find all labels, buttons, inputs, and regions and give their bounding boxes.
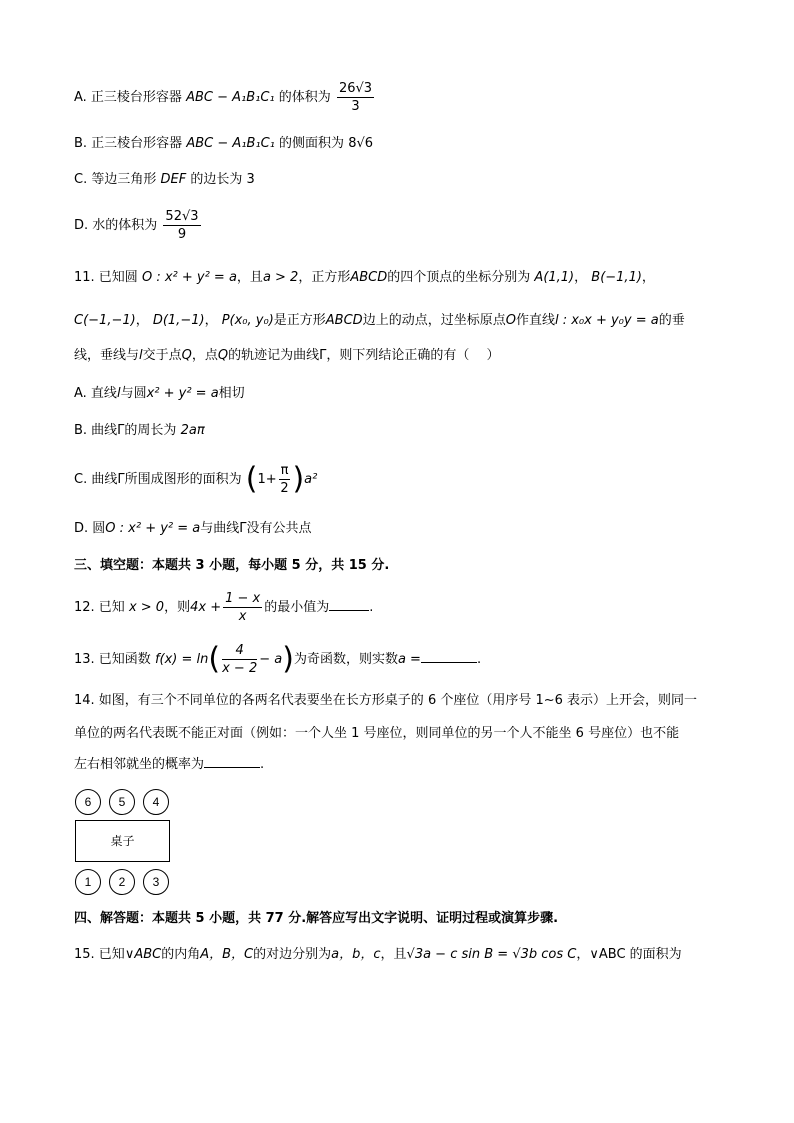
answer-blank[interactable]	[204, 755, 260, 768]
denominator: 2	[280, 481, 289, 496]
math: 1+	[257, 472, 277, 487]
denominator: 3	[351, 99, 360, 114]
text: 13. 已知函数	[74, 652, 151, 667]
numerator: 52√3	[165, 209, 199, 224]
text: 相切	[218, 386, 245, 401]
text: .	[476, 652, 482, 667]
text: C. 等边三角形	[74, 172, 157, 187]
math: A，B，C	[200, 947, 254, 962]
q11-line-2: C(−1,−1)， D(1,−1)， P(x₀, y₀)是正方形ABCD边上的动点，过坐标原点O作直线l : x₀x + y₀y = a的垂	[74, 313, 685, 328]
text: .	[260, 757, 265, 772]
text: D. 水的体积为	[74, 218, 158, 233]
text: ，则	[164, 600, 191, 615]
q14-line-2: 单位的两名代表既不能正对面（例如：一个人坐 1 号座位，则同单位的另一个人不能坐 6 号座位）也不能	[74, 726, 680, 741]
numerator: 1 − x	[225, 591, 261, 606]
math: ABC − A₁B₁C₁	[186, 136, 275, 151]
math: 4x +	[190, 600, 222, 615]
answer-blank[interactable]	[329, 598, 369, 611]
text: 的四个顶点的坐标分别为	[387, 270, 531, 285]
fraction	[279, 462, 291, 497]
q12	[74, 590, 373, 625]
q10-option-c	[74, 170, 255, 190]
math: a > 2	[262, 270, 299, 285]
math: Q	[217, 348, 229, 363]
math: l	[116, 386, 121, 401]
text: 是正方形	[273, 313, 326, 328]
q14-line-3	[74, 755, 264, 775]
fraction	[163, 208, 200, 243]
math: A(1,1)	[534, 270, 575, 285]
text: B. 曲线Γ的周长为	[74, 423, 177, 438]
math: ∨ABC	[124, 947, 162, 962]
text: 边上的动点，过坐标原点	[362, 313, 506, 328]
paren-open: (	[208, 641, 221, 677]
text: ，点	[191, 348, 218, 363]
math: D(1,−1)	[152, 313, 205, 328]
math: C(−1,−1)	[74, 313, 136, 328]
text: 的对边分别为	[253, 947, 332, 962]
numerator: π	[280, 463, 289, 478]
q11-option-b	[74, 421, 205, 441]
q10-option-a	[74, 80, 376, 115]
q14-line-1: 14. 如图，有三个不同单位的各两名代表要坐在长方形桌子的 6 个座位（用序号 1~6 表示）上开会，则同一	[74, 693, 698, 708]
text: A. 直线	[74, 386, 117, 401]
q10-option-d	[74, 208, 203, 243]
text: 的垂	[658, 313, 685, 328]
math: l : x₀x + y₀y = a	[554, 313, 659, 328]
q13	[74, 642, 481, 677]
text: C. 曲线Γ所围成图形的面积为	[74, 472, 242, 487]
q10-option-b	[74, 134, 373, 154]
math: 2aπ	[180, 423, 205, 438]
seat-2: 2	[109, 869, 135, 895]
denominator: 9	[177, 227, 187, 242]
section-3-heading: 三、填空题：本题共 3 小题，每小题 5 分，共 15 分.	[74, 558, 390, 573]
paren-close: )	[292, 461, 305, 497]
text: D. 圆	[74, 521, 106, 536]
text: 与曲线Γ没有公共点	[200, 521, 312, 536]
math: O	[505, 313, 516, 328]
numerator: 26√3	[338, 81, 373, 96]
text: ，∨ABC 的面积为	[576, 947, 682, 962]
math: a，b，c	[331, 947, 381, 962]
math: a²	[304, 472, 318, 487]
math: x > 0	[128, 600, 165, 615]
paren-open: (	[245, 461, 258, 497]
text: 的侧面积为	[279, 136, 345, 151]
answer-blank[interactable]	[421, 650, 477, 663]
text: ，正方形	[298, 270, 351, 285]
math: − a	[259, 652, 283, 667]
q11-line-3	[74, 346, 500, 366]
q11-option-d	[74, 519, 312, 539]
text: 左右相邻就坐的概率为	[74, 757, 205, 772]
text: 的边长为 3	[190, 172, 255, 187]
table-box: 桌子	[75, 820, 170, 862]
math: ABC − A₁B₁C₁	[186, 90, 275, 105]
text: 11. 已知圆	[74, 270, 138, 285]
math: 8√6	[348, 136, 374, 151]
paren-close: )	[282, 641, 294, 677]
math: DEF	[160, 172, 187, 187]
seat-4: 4	[143, 789, 169, 815]
math: ABCD	[350, 270, 388, 285]
text: ，且	[236, 270, 263, 285]
text: 线，垂线与	[74, 348, 140, 363]
math: l	[139, 348, 143, 363]
text: 15. 已知	[74, 947, 125, 962]
text: 的最小值为	[264, 600, 330, 615]
math: P(x₀, y₀)	[221, 313, 274, 328]
fraction	[337, 80, 374, 115]
text: 12. 已知	[74, 600, 125, 615]
seat-3: 3	[143, 869, 169, 895]
denominator: x − 2	[222, 661, 258, 676]
text: B. 正三棱台形容器	[74, 136, 183, 151]
math: √3a − c sin B = √3b cos C	[406, 947, 577, 962]
q11-line-1: 11. 已知圆 O : x² + y² = a，且a > 2，正方形ABCD的四个顶点的坐标分别为 A(1,1)， B(−1,1)，	[74, 270, 655, 285]
math: f(x) = ln	[154, 652, 209, 667]
text: ，且	[380, 947, 407, 962]
math: x² + y² = a	[146, 386, 219, 401]
text: 的体积为	[278, 90, 331, 105]
seat-5: 5	[109, 789, 135, 815]
q11-option-a	[74, 384, 245, 404]
math: B(−1,1)	[591, 270, 642, 285]
text: 为奇函数，则实数	[293, 652, 398, 667]
denominator: x	[238, 609, 247, 624]
text: 作直线	[515, 313, 555, 328]
math: Q	[181, 348, 192, 363]
text: A. 正三棱台形容器	[74, 90, 182, 105]
math: a =	[397, 652, 421, 667]
text: 的内角	[161, 947, 201, 962]
math: O : x² + y² = a	[141, 270, 237, 285]
text: 的轨迹记为曲线Γ，则下列结论正确的有（ ）	[228, 348, 500, 363]
q15	[74, 945, 682, 965]
section-4-heading: 四、解答题：本题共 5 小题，共 77 分.解答应写出文字说明、证明过程或演算步骤.	[74, 911, 559, 926]
q11-option-c	[74, 462, 317, 497]
fraction	[223, 590, 262, 625]
math: O : x² + y² = a	[105, 521, 201, 536]
math: ABCD	[325, 313, 363, 328]
seat-1: 1	[75, 869, 101, 895]
text: 交于点	[142, 348, 182, 363]
numerator: 4	[222, 642, 257, 660]
text: 与圆	[120, 386, 147, 401]
text: .	[369, 600, 374, 615]
seat-6: 6	[75, 789, 101, 815]
fraction	[222, 642, 257, 677]
